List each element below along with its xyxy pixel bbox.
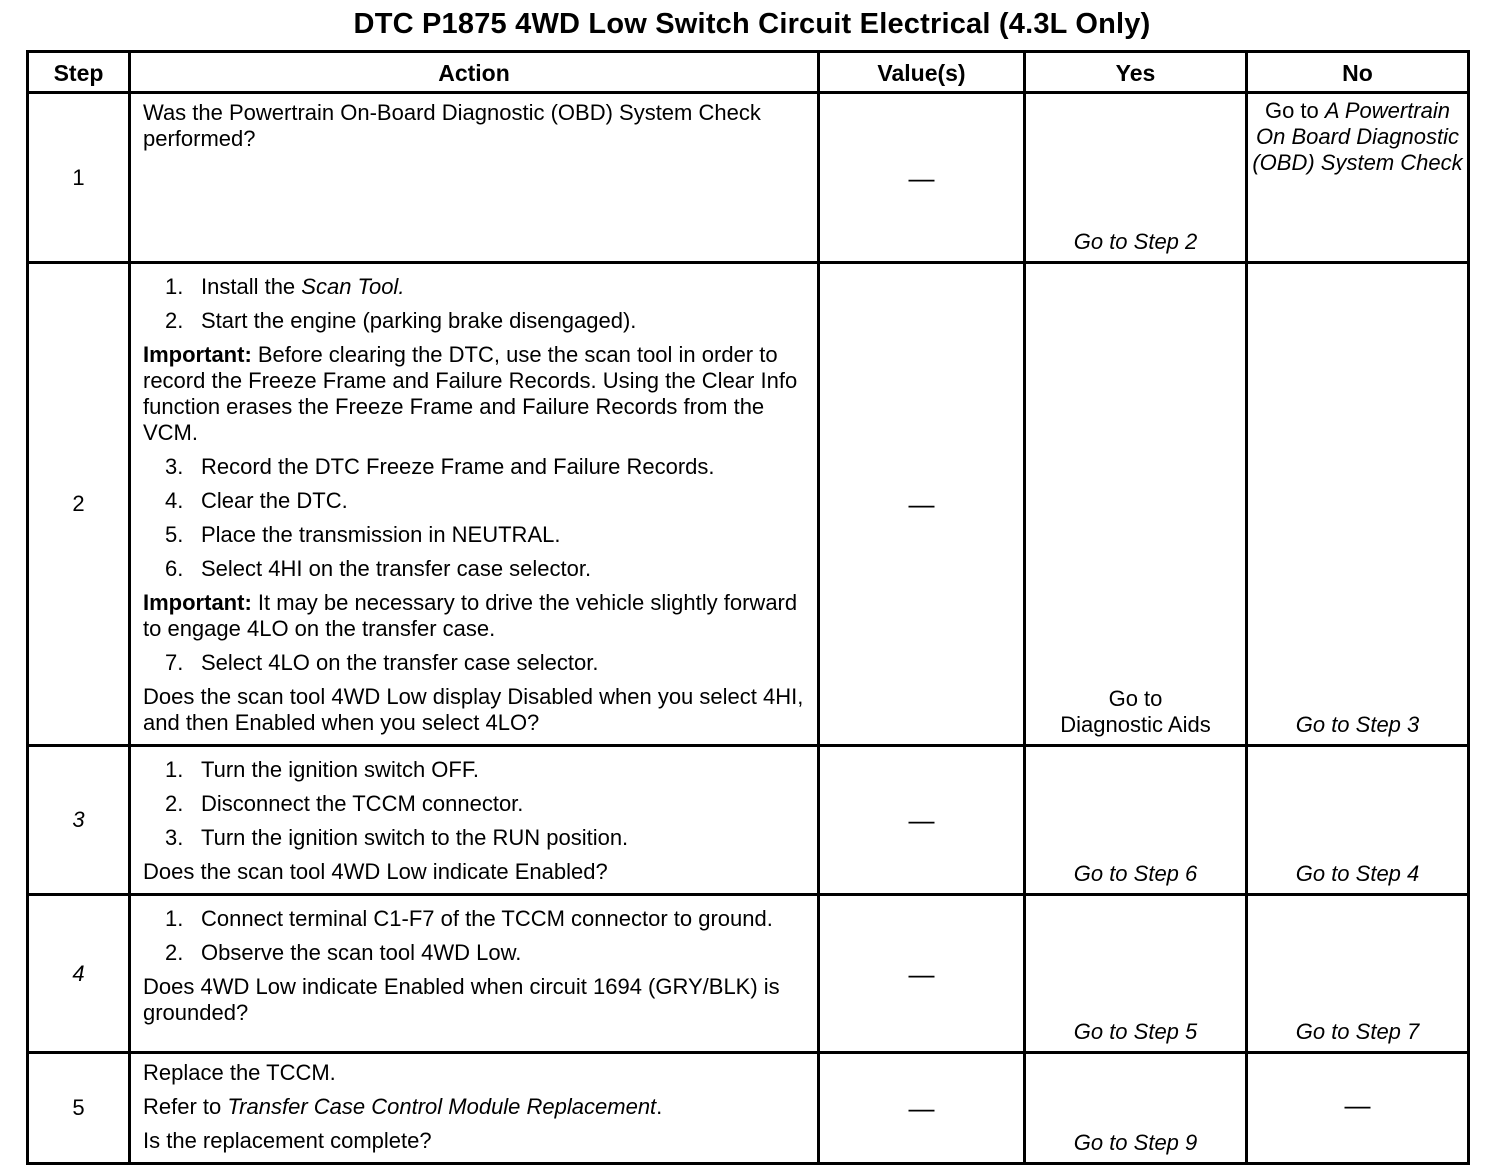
action-line-text: . [656,1094,663,1119]
action-question: Does 4WD Low indicate Enabled when circuit 1694 (GRY/BLK) is grounded? [143,974,780,1025]
no-cell [1247,93,1469,263]
action-line: Replace the TCCM. [143,1060,336,1085]
yes-link[interactable]: Go to Step 5 [1025,895,1247,1053]
list-item-text: Select 4LO on the transfer case selector. [201,650,599,675]
list-item: 2. Observe the scan tool 4WD Low. [165,940,807,966]
step-number: 2 [28,263,130,746]
page-title: DTC P1875 4WD Low Switch Circuit Electrical (4.3L Only) [353,8,1151,40]
yes-link[interactable]: Go to Diagnostic Aids [1025,263,1247,746]
important-label: Important: [143,342,252,367]
list-item-text: Connect terminal C1-F7 of the TCCM connector to ground. [201,906,773,931]
important-note [143,590,807,642]
yes-link[interactable]: Go to Step 2 [1025,93,1247,263]
action-cell [130,895,819,1053]
list-item: 1. Turn the ignition switch OFF. [165,757,807,783]
step-number: 4 [28,895,130,1053]
action-line [143,1094,807,1120]
table-row [28,93,1469,263]
no-link[interactable]: Go to Step 3 [1247,263,1469,746]
table-row [28,746,1469,895]
table-row [28,263,1469,746]
yes-link[interactable]: Go to Step 9 [1025,1053,1247,1164]
action-question: Does the scan tool 4WD Low display Disabled when you select 4HI, and then Enabled when you select 4LO? [143,684,804,735]
list-item: 2. Start the engine (parking brake disengaged). [165,308,807,334]
important-text: It may be necessary to drive the vehicle slightly forward to engage 4LO on the transfer case. [143,590,798,641]
list-item: 1. Connect terminal C1-F7 of the TCCM connector to ground. [165,906,807,932]
action-cell [130,263,819,746]
step-number: 1 [28,93,130,263]
list-item-text: Turn the ignition switch OFF. [201,757,479,782]
header-yes: Yes [1025,52,1247,93]
step-number: 5 [28,1053,130,1164]
value-cell: — [819,1053,1025,1164]
important-note [143,342,807,446]
action-question: Does the scan tool 4WD Low indicate Enabled? [143,859,608,884]
list-item-text: Place the transmission in NEUTRAL. [201,522,561,547]
list-item: 2. Disconnect the TCCM connector. [165,791,807,817]
list-item-text: Turn the ignition switch to the RUN position. [201,825,629,850]
action-question: Is the replacement complete? [143,1128,432,1153]
list-item: 3. Turn the ignition switch to the RUN position. [165,825,807,851]
list-item: 5. Place the transmission in NEUTRAL. [165,522,807,548]
action-line-text: Refer to [143,1094,228,1119]
action-cell [130,93,819,263]
action-question: Was the Powertrain On-Board Diagnostic (OBD) System Check performed? [143,100,761,151]
table-row [28,895,1469,1053]
list-item-text: Select 4HI on the transfer case selector. [201,556,592,581]
header-no: No [1247,52,1469,93]
list-item: 3. Record the DTC Freeze Frame and Failure Records. [165,454,807,480]
list-item-text: Install the [201,274,302,299]
list-item: 7. Select 4LO on the transfer case selector. [165,650,807,676]
header-action: Action [130,52,819,93]
table-row [28,1053,1469,1164]
no-link[interactable]: Go to Step 7 [1247,895,1469,1053]
diagnostic-table [26,50,1470,1165]
header-values: Value(s) [819,52,1025,93]
table-header-row [28,52,1469,93]
no-cell: — [1247,1053,1469,1164]
list-item: 6. Select 4HI on the transfer case selector. [165,556,807,582]
scan-tool-link[interactable]: Scan Tool. [301,274,405,299]
action-cell [130,746,819,895]
header-step: Step [28,52,130,93]
list-item-text: Record the DTC Freeze Frame and Failure Records. [201,454,715,479]
no-prefix: Go to [1264,98,1325,123]
value-cell: — [819,93,1025,263]
list-item-text: Start the engine (parking brake disengaged). [201,308,637,333]
important-label: Important: [143,590,252,615]
module-replacement-link[interactable]: Transfer Case Control Module Replacement [227,1094,657,1119]
list-item-text: Disconnect the TCCM connector. [201,791,524,816]
action-cell [130,1053,819,1164]
list-item: 1. Install the Scan Tool. [165,274,405,299]
list-item-text: Clear the DTC. [201,488,348,513]
step-number: 3 [28,746,130,895]
value-cell: — [819,895,1025,1053]
value-cell: — [819,263,1025,746]
no-link[interactable]: Go to Step 4 [1247,746,1469,895]
value-cell: — [819,746,1025,895]
list-item: 4. Clear the DTC. [165,488,807,514]
list-item-text: Observe the scan tool 4WD Low. [201,940,522,965]
no-link[interactable]: A Powertrain On Board Diagnostic (OBD) System Check [1252,98,1463,175]
yes-link[interactable]: Go to Step 6 [1025,746,1247,895]
important-text: Before clearing the DTC, use the scan tool in order to record the Freeze Frame and Failure Records. Using the Clear Info function erases the Freeze Frame and Failure Records from the VCM. [143,342,798,445]
